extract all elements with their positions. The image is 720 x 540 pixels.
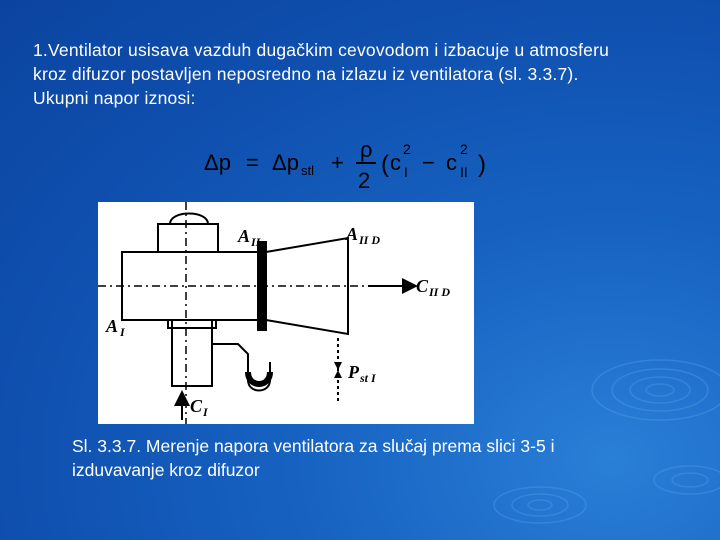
formula-c2-sub: II [460, 164, 468, 180]
label-a2-sub: II [251, 235, 261, 249]
label-c2d-sub: II D [429, 285, 451, 299]
fan-top-body [158, 224, 218, 252]
formula-c2-sup: 2 [460, 141, 468, 157]
formula-lhs: Δp [204, 150, 231, 175]
problem-statement [33, 38, 693, 110]
formula-c1: c [390, 150, 401, 175]
formula-c1-sup: 2 [403, 141, 411, 157]
pressure-marker-bottom [334, 370, 342, 378]
inlet-pipe [172, 320, 212, 386]
formula-rho: ρ [360, 137, 373, 162]
formula-term1-sub: stl [301, 163, 314, 178]
label-a1: A [106, 316, 119, 336]
caption-line-1: Sl. 3.3.7. Merenje napora ventilatora za slučaj prema slici 3-5 i [72, 436, 555, 456]
formula-equals: = [246, 150, 259, 175]
formula-minus: − [422, 150, 435, 175]
label-a2: A [238, 226, 251, 246]
fan-top-cap [170, 214, 208, 225]
paragraph-line-2: kroz difuzor postavljen neposredno na izlazu iz ventilatora (sl. 3.3.7). [33, 64, 579, 84]
label-a1-sub: I [120, 325, 125, 339]
paragraph-line-1: 1.Ventilator usisava vazduh dugačkim cevovodom i izbacuje u atmosferu [33, 40, 610, 60]
inlet-flange [168, 320, 216, 328]
label-a2d-sub: II D [359, 233, 381, 247]
pressure-marker-top [334, 362, 342, 370]
label-a2d: A [346, 224, 359, 244]
manometer-fluid [248, 372, 270, 384]
paragraph-line-3: Ukupni napor iznosi: [33, 88, 196, 108]
formula-term1: Δp [272, 150, 299, 175]
formula-plus: + [331, 150, 344, 175]
label-c1-sub: I [203, 405, 208, 419]
formula-close-paren: ) [478, 151, 486, 178]
figure-caption [72, 434, 692, 482]
label-pst-sub: st I [360, 371, 376, 385]
fan-diffuser-diagram [98, 202, 474, 424]
total-pressure-formula [200, 132, 500, 192]
label-c2d: C [416, 276, 429, 296]
formula-two: 2 [358, 168, 371, 192]
label-c1: C [190, 396, 203, 416]
label-pst: P [348, 362, 359, 382]
caption-line-2: izduvavanje kroz difuzor [72, 460, 260, 480]
formula-open-paren: ( [381, 151, 389, 178]
formula-c2: c [446, 150, 457, 175]
formula-c1-sub: I [404, 164, 408, 180]
